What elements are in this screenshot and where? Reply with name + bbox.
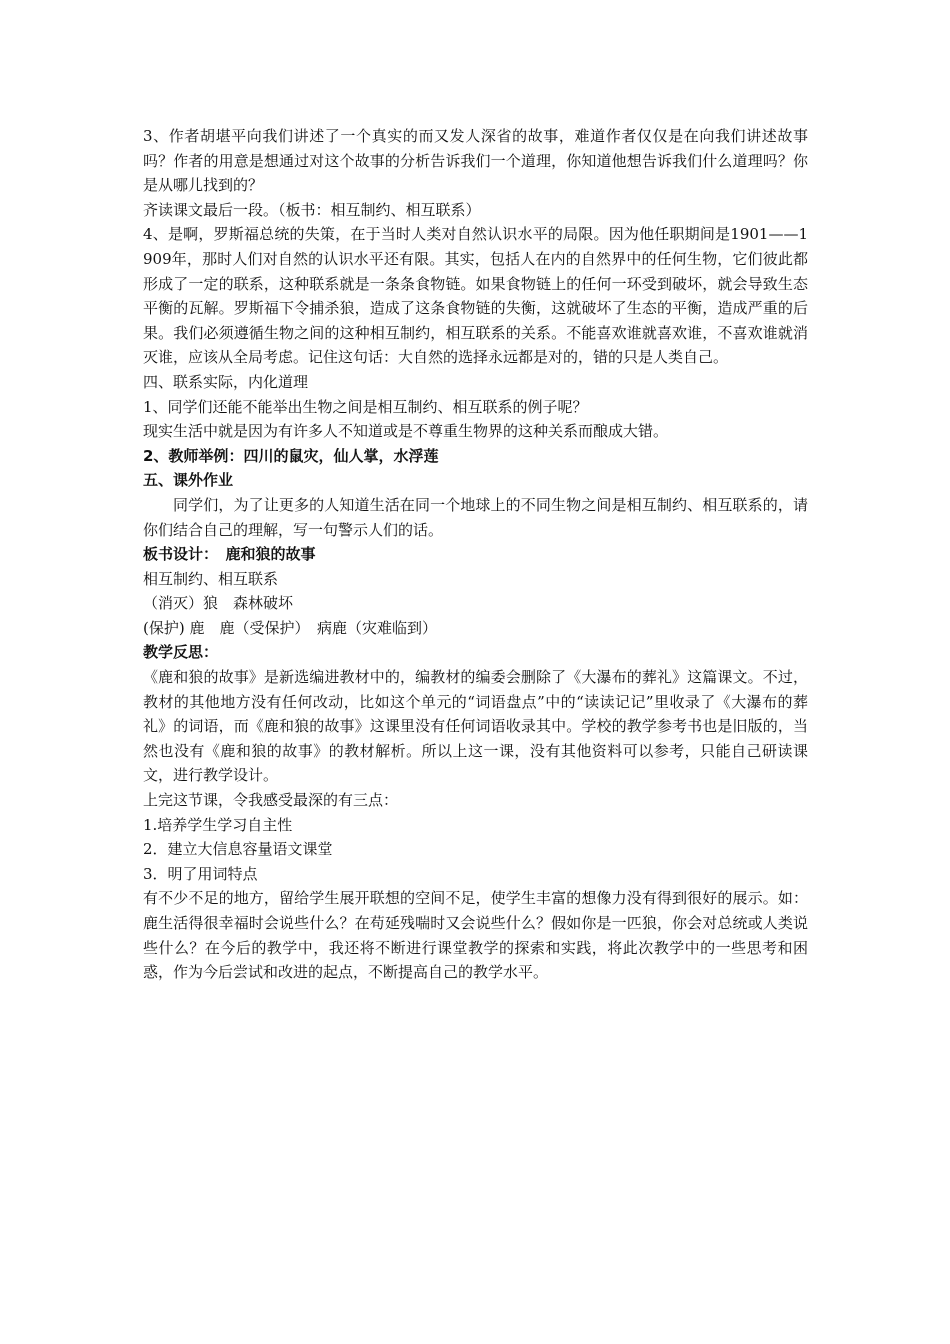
paragraph-reflection-3: 有不少不足的地方，留给学生展开联想的空间不足，使学生丰富的想像力没有得到很好的展示。如：鹿生活得很幸福时会说些什么？在苟延残喘时又会说些什么？假如你是一匹狼，你会对总统或人类说些什么？在今后的教学中，我还将不断进行课堂教学的探索和实践，将此次教学中的一些思考和困惑，作为今后尝试和改进的起点，不断提高自己的教学水平。: [143, 889, 808, 982]
board-line-1: 相互制约、相互联系: [143, 569, 279, 588]
paragraph-teacher-examples: 2、教师举例：四川的鼠灾，仙人掌，水浮莲: [143, 446, 439, 465]
paragraph-read-aloud: 齐读课文最后一段。（板书：相互制约、相互联系）: [143, 200, 481, 219]
board-line-2: （消灭）狼 森林破坏: [143, 594, 294, 613]
paragraph-question-3: 3、作者胡堪平向我们讲述了一个真实的而又发人深省的故事，难道作者仅仅是在向我们讲述故事吗？作者的用意是想通过对这个故事的分析告诉我们一个道理，你知道他想告诉我们什么道理吗？你是从哪儿找到的？: [143, 127, 808, 195]
paragraph-real-life: 现实生活中就是因为有许多人不知道或是不尊重生物界的这种关系而酿成大错。: [143, 422, 669, 441]
document-page: [143, 124, 808, 985]
paragraph-point-4: 4、是啊，罗斯福总统的失策，在于当时人类对自然认识水平的局限。因为他任职期间是1901——1909年，那时人们对自然的认识水平还有限。其实，包括人在内的自然界中的任何生物，它们彼此都形成了一定的联系，这种联系就是一条条食物链。如果食物链上的任何一环受到破坏，就会导致生态平衡的瓦解。罗斯福下令捕杀狼，造成了这条食物链的失衡，这就破坏了生态的平衡，造成严重的后果。我们必须遵循生物之间的这种相互制约，相互联系的关系。不能喜欢谁就喜欢谁，不喜欢谁就消灭谁，应该从全局考虑。记住这句话：大自然的选择永远都是对的，错的只是人类自己。: [143, 225, 808, 367]
section-heading-5: 五、课外作业: [143, 471, 234, 490]
paragraph-homework: 同学们，为了让更多的人知道生活在同一个地球上的不同生物之间是相互制约、相互联系的，请你们结合自己的理解，写一句警示人们的话。: [143, 495, 808, 539]
board-design-heading: 板书设计： 鹿和狼的故事: [143, 545, 316, 564]
section-heading-4: 四、联系实际，内化道理: [143, 372, 309, 391]
paragraph-question-1: 1、同学们还能不能举出生物之间是相互制约、相互联系的例子呢？: [143, 397, 588, 416]
list-item-3: 3．明了用词特点: [143, 864, 258, 883]
list-item-1: 1.培养学生学习自主性: [143, 815, 293, 834]
list-item-2: 2．建立大信息容量语文课堂: [143, 840, 333, 859]
paragraph-reflection-1: 《鹿和狼的故事》是新选编进教材中的，编教材的编委会删除了《大瀑布的葬礼》这篇课文。不过，教材的其他地方没有任何改动，比如这个单元的“词语盘点”中的“读读记记”里收录了《大瀑布的葬礼》的词语，而《鹿和狼的故事》这课里没有任何词语收录其中。学校的教学参考书也是旧版的，当然也没有《鹿和狼的故事》的教材解析。所以上这一课，没有其他资料可以参考，只能自己研读课文，进行教学设计。: [143, 668, 808, 785]
reflection-heading: 教学反思：: [143, 643, 219, 662]
board-line-3: (保护) 鹿 鹿（受保护） 病鹿（灾难临到）: [143, 618, 437, 637]
paragraph-reflection-2: 上完这节课，令我感受最深的有三点：: [143, 791, 399, 810]
